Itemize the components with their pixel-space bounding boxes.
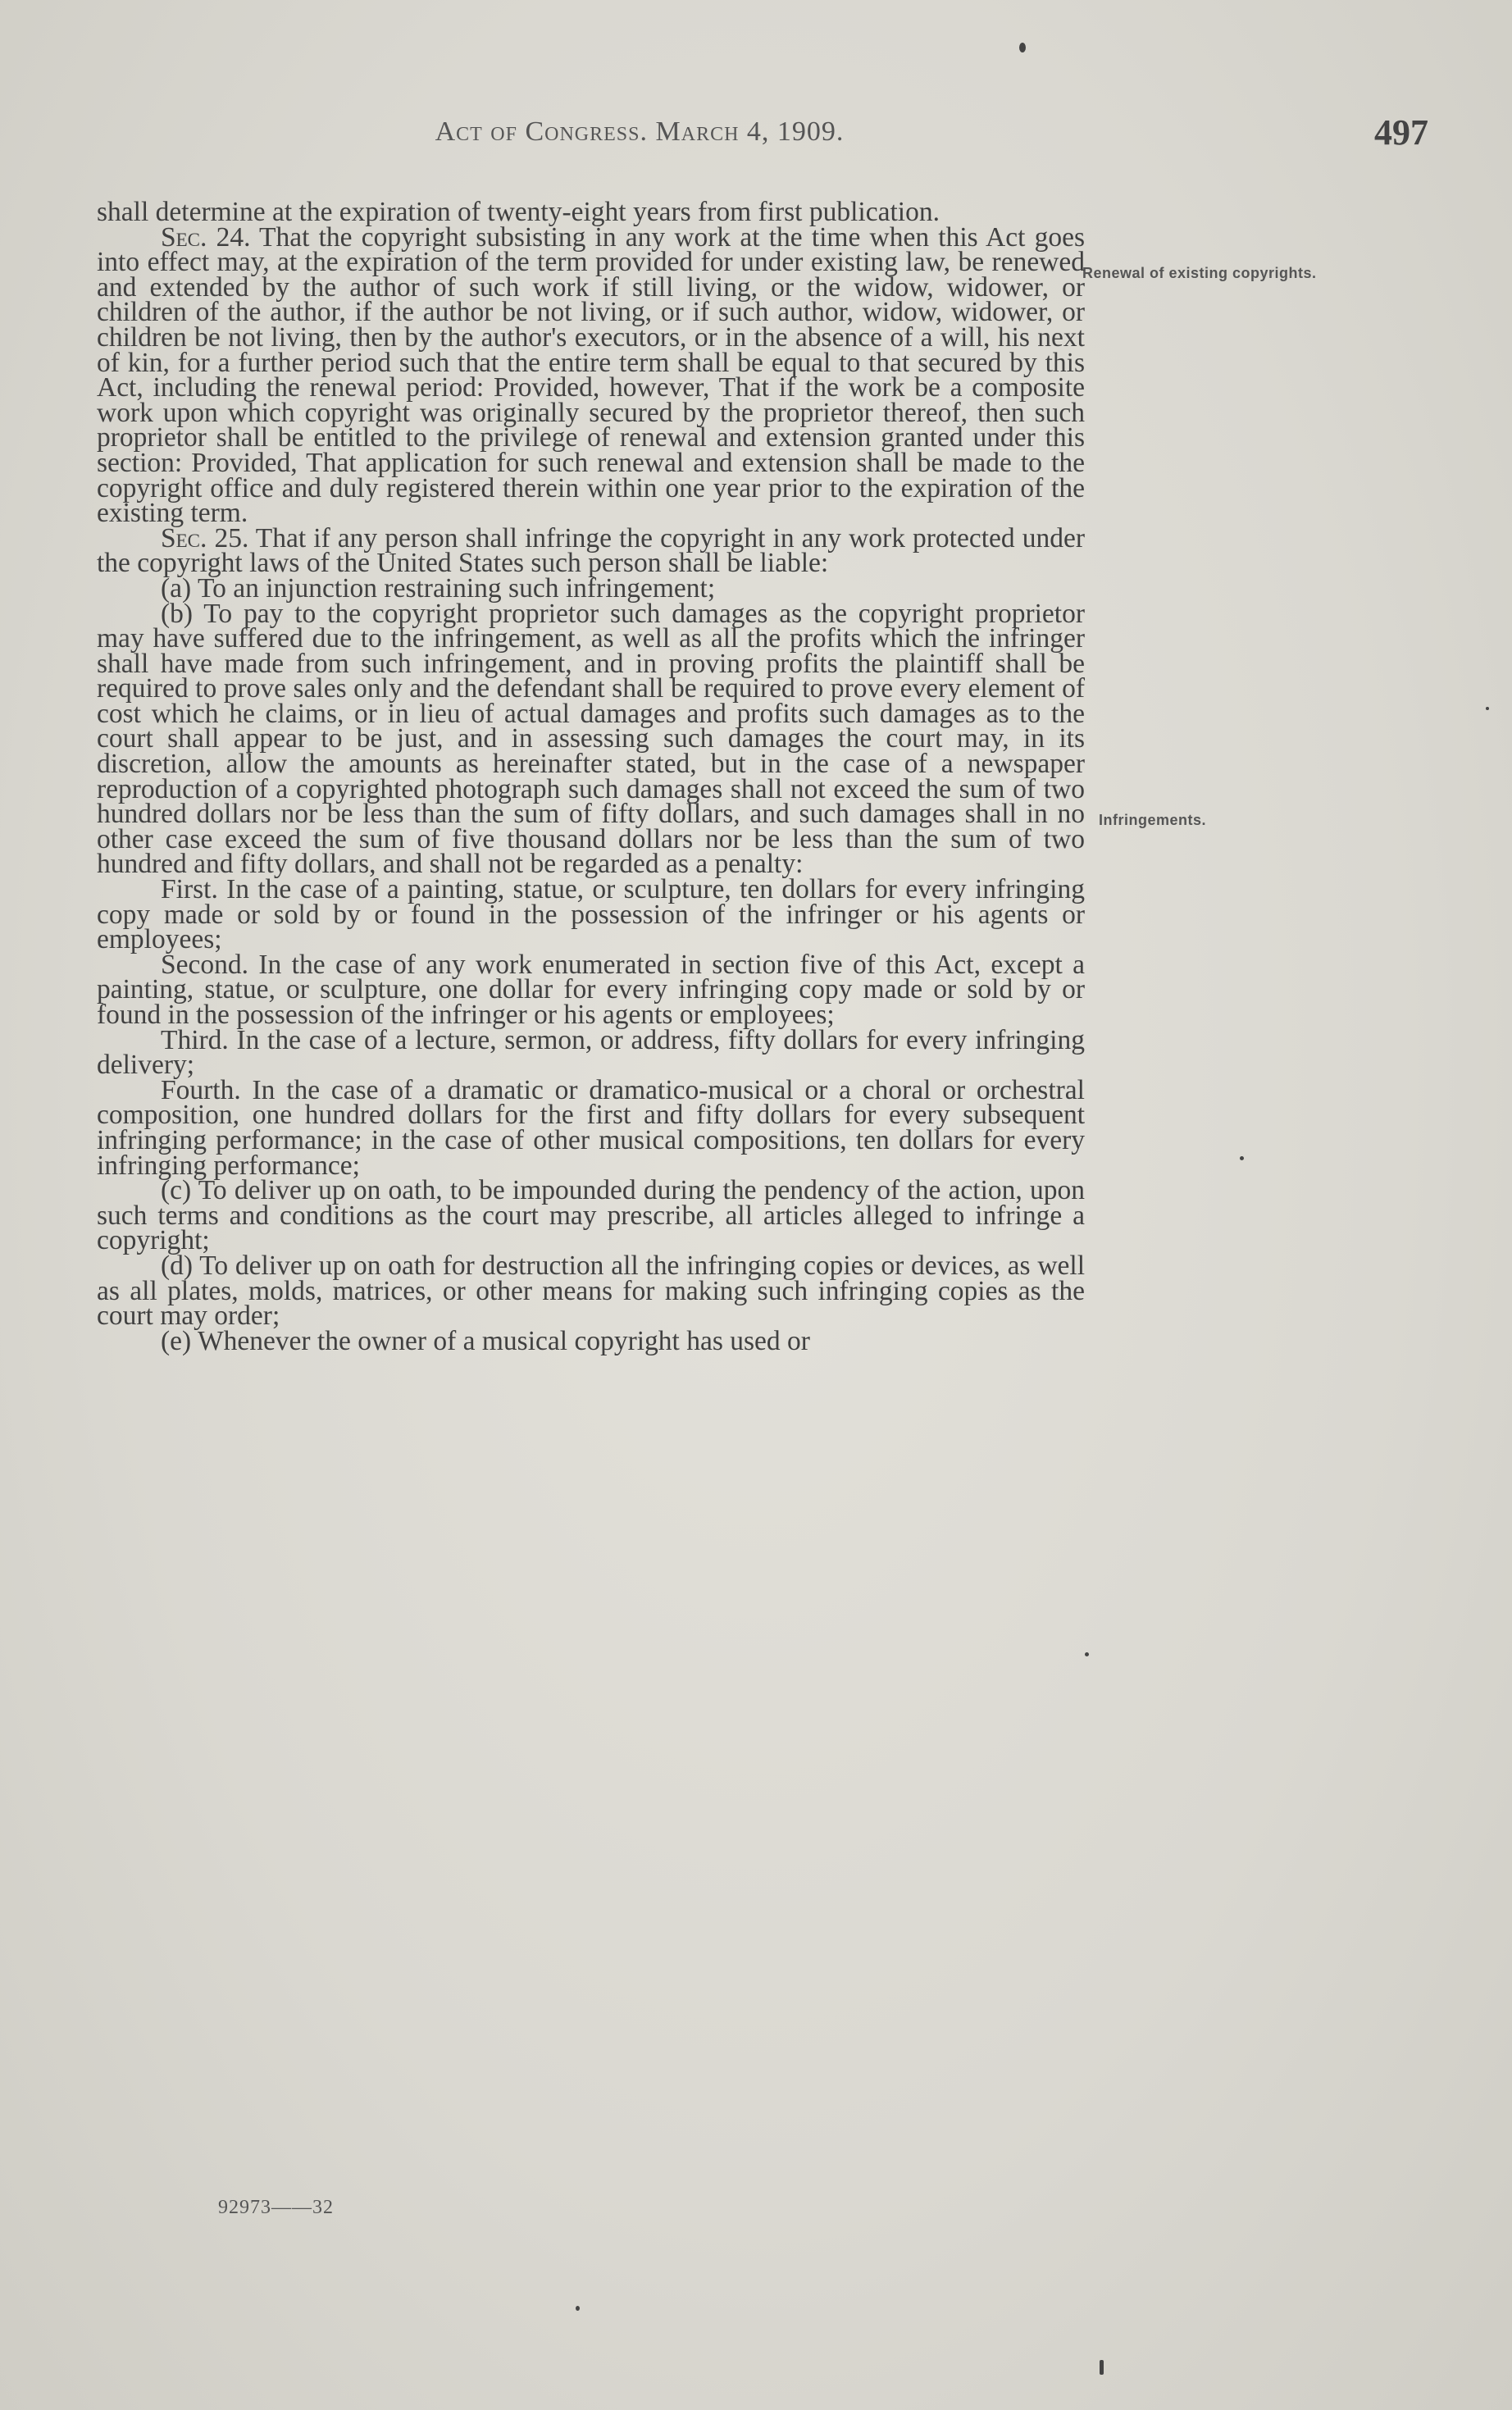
clause-second: Second. In the case of any work enumerated in section five of this Act, except a painting, statue, or sculpture, one dollar for every infringing copy made or sold by or found in the possession of the infringer or his agents or employees;	[97, 949, 1085, 1030]
clause-c: (c) To deliver up on oath, to be impounded during the pendency of the action, upon such terms and conditions as the court may prescribe, all articles alleged to infringe a copyright;	[97, 1175, 1085, 1256]
sidenote-infringements: Infringements.	[1099, 812, 1207, 828]
paragraph-0: shall determine at the expiration of twenty-eight years from first publication.	[97, 197, 940, 227]
paper-speck	[1240, 1156, 1244, 1160]
sidenote-renewal: Renewal of existing copyrights.	[1082, 265, 1317, 281]
signature-mark: 92973——32	[218, 2197, 334, 2218]
clause-first: First. In the case of a painting, statue, or sculpture, ten dollars for every infringing copy made or sold by or found in the possession of the infringer or his agents or employees;	[97, 874, 1085, 955]
paper-speck	[1019, 43, 1026, 52]
paper-speck	[1100, 2360, 1104, 2375]
body-text	[97, 197, 1085, 1356]
clause-fourth: Fourth. In the case of a dramatic or dramatico-musical or a choral or orchestral composition, one hundred dollars for the first and fifty dollars for every subsequent infringing performance; in the case of other musical compositions, ten dollars for every infringing performance;	[97, 1074, 1085, 1181]
clause-e: (e) Whenever the owner of a musical copyright has used or	[161, 1325, 810, 1356]
clause-a: (a) To an injunction restraining such infringement;	[161, 572, 716, 604]
clause-b: (b) To pay to the copyright proprietor such damages as the copyright proprietor may have suffered due to the infringement, as well as all the profits which the infringer shall have made from such infringement, and in proving profits the plaintiff shall be required to prove sales only and the defendant shall be required to prove every element of cost which he claims, or in lieu of actual damages and profits such damages as to the court shall appear to be just, and in assessing such damages the court may, in its discretion, allow the amounts as hereinafter stated, but in the case of a newspaper reproduction of a copyrighted photograph such damages shall not exceed the sum of two hundred dollars nor be less than the sum of fifty dollars, and such damages shall in no other case exceed the sum of five thousand dollars nor be less than the sum of two hundred and fifty dollars, and shall not be regarded as a penalty:	[97, 598, 1085, 880]
paper-speck	[1486, 707, 1489, 710]
section-number: Sec. 24.	[161, 221, 251, 253]
paragraph-sec-24: Sec. 24. That the copyright subsisting in any work at the time when this Act goes into effect may, at the expiration of the term provided for under existing law, be renewed and extended by the author of such work if still living, or the widow, widower, or children of the author, if the author be not living, or if such author, widow, widower, or children be not living, then by the author's executors, or in the absence of a will, his next of kin, for a further period such that the entire term shall be equal to that secured by this Act, including the renewal period: Provided, however, That if the work be a composite work upon which copyright was originally secured by the proprietor thereof, then such proprietor shall be entitled to the privilege of renewal and extension granted under this section: Provided, That application for such renewal and extension shall be made to the copyright office and duly registered therein within one year prior to the expiration of the existing term.	[97, 221, 1085, 529]
page-number: 497	[1374, 112, 1428, 153]
clause-third: Third. In the case of a lecture, sermon, or address, fifty dollars for every infringing delivery;	[97, 1024, 1085, 1081]
section-number: Sec. 25.	[161, 522, 249, 554]
paragraph-sec-25: Sec. 25. That if any person shall infringe the copyright in any work protected under the copyright laws of the United States such person shall be liable:	[97, 522, 1085, 579]
running-head: Act of Congress. March 4, 1909.	[435, 116, 845, 147]
paper-speck	[1085, 1652, 1089, 1656]
paper-speck	[576, 2306, 580, 2311]
clause-d: (d) To deliver up on oath for destruction all the infringing copies or devices, as well as all plates, molds, matrices, or other means for making such infringing copies as the court may order;	[97, 1250, 1085, 1332]
